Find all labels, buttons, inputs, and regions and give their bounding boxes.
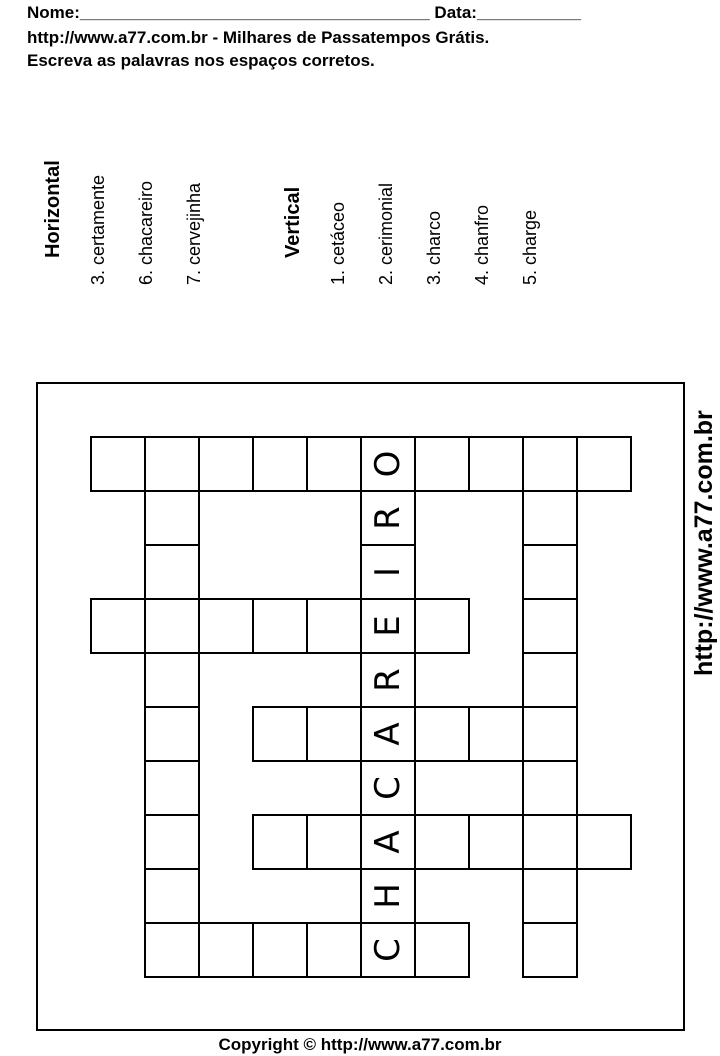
crossword-cell[interactable] bbox=[252, 598, 308, 654]
horizontal-clue: 3. certamente bbox=[88, 174, 108, 285]
crossword-cell[interactable] bbox=[360, 652, 416, 708]
crossword-cell[interactable] bbox=[522, 652, 578, 708]
instructions: Escreva as palavras nos espaços corretos. bbox=[27, 51, 375, 70]
horizontal-clue: 6. chacareiro bbox=[136, 180, 156, 285]
cell-letter: C bbox=[368, 938, 408, 962]
cell-letter: I bbox=[368, 566, 408, 578]
crossword-cell[interactable] bbox=[198, 922, 254, 978]
crossword-cell[interactable] bbox=[360, 706, 416, 762]
crossword-cell[interactable] bbox=[360, 814, 416, 870]
crossword-cell[interactable] bbox=[306, 814, 362, 870]
vertical-clue: 5. charge bbox=[520, 209, 540, 285]
crossword-cell[interactable] bbox=[144, 922, 200, 978]
crossword-cell[interactable] bbox=[306, 598, 362, 654]
crossword-cell[interactable] bbox=[522, 922, 578, 978]
crossword-cell[interactable] bbox=[360, 598, 416, 654]
crossword-cell[interactable] bbox=[90, 598, 146, 654]
crossword-cell[interactable] bbox=[414, 436, 470, 492]
cell-letter: C bbox=[368, 776, 408, 800]
crossword-cell[interactable] bbox=[144, 544, 200, 600]
crossword-cell[interactable] bbox=[360, 544, 416, 600]
crossword-cell[interactable] bbox=[144, 436, 200, 492]
crossword-cell[interactable] bbox=[414, 814, 470, 870]
crossword-cell[interactable] bbox=[90, 436, 146, 492]
crossword-cell[interactable] bbox=[144, 760, 200, 816]
crossword-cell[interactable] bbox=[522, 598, 578, 654]
crossword-cell[interactable] bbox=[522, 436, 578, 492]
crossword-cell[interactable] bbox=[414, 922, 470, 978]
crossword-cell[interactable] bbox=[144, 706, 200, 762]
crossword-cell[interactable] bbox=[576, 436, 632, 492]
crossword-cell[interactable] bbox=[468, 436, 524, 492]
crossword-cell[interactable] bbox=[144, 868, 200, 924]
crossword-cell[interactable] bbox=[468, 814, 524, 870]
crossword-cell[interactable] bbox=[360, 922, 416, 978]
crossword-cell[interactable] bbox=[252, 922, 308, 978]
cell-letter: A bbox=[368, 830, 408, 854]
crossword-cell[interactable] bbox=[306, 436, 362, 492]
cell-letter: O bbox=[368, 450, 408, 478]
site-tagline: http://www.a77.com.br - Milhares de Passatempos Grátis. bbox=[27, 28, 490, 47]
horizontal-heading: Horizontal bbox=[42, 160, 64, 258]
cell-letter: E bbox=[368, 615, 408, 637]
crossword-cell[interactable] bbox=[360, 868, 416, 924]
vertical-clue: 4. chanfro bbox=[472, 204, 492, 285]
cell-letter: A bbox=[368, 722, 408, 746]
crossword-cell[interactable] bbox=[144, 598, 200, 654]
crossword-cell[interactable] bbox=[360, 436, 416, 492]
vertical-clue: 1. cetáceo bbox=[328, 201, 348, 285]
crossword-cell[interactable] bbox=[522, 544, 578, 600]
cell-letter: H bbox=[368, 883, 408, 909]
crossword-cell[interactable] bbox=[306, 922, 362, 978]
crossword-cell[interactable] bbox=[522, 490, 578, 546]
side-url: http://www.a77.com.br bbox=[690, 410, 718, 676]
crossword-cell[interactable] bbox=[360, 490, 416, 546]
crossword-cell[interactable] bbox=[144, 814, 200, 870]
crossword-cell[interactable] bbox=[306, 706, 362, 762]
crossword-cell[interactable] bbox=[468, 706, 524, 762]
crossword-cell[interactable] bbox=[198, 436, 254, 492]
cell-letter: R bbox=[368, 506, 408, 530]
name-date-line: Nome:_____________________________________ Data:___________ bbox=[27, 3, 581, 22]
crossword-cell[interactable] bbox=[360, 760, 416, 816]
crossword-cell[interactable] bbox=[198, 598, 254, 654]
vertical-clue: 2. cerimonial bbox=[376, 182, 396, 285]
crossword-cell[interactable] bbox=[252, 814, 308, 870]
crossword-cell[interactable] bbox=[522, 706, 578, 762]
crossword-cell[interactable] bbox=[576, 814, 632, 870]
crossword-cell[interactable] bbox=[252, 436, 308, 492]
crossword-cell[interactable] bbox=[522, 868, 578, 924]
crossword-cell[interactable] bbox=[144, 652, 200, 708]
horizontal-clue: 7. cervejinha bbox=[184, 182, 204, 285]
cell-letter: R bbox=[368, 668, 408, 692]
crossword-cell[interactable] bbox=[252, 706, 308, 762]
crossword-cell[interactable] bbox=[414, 706, 470, 762]
vertical-clue: 3. charco bbox=[424, 210, 444, 285]
copyright: Copyright © http://www.a77.com.br bbox=[218, 1035, 502, 1054]
crossword-cell[interactable] bbox=[414, 598, 470, 654]
vertical-heading: Vertical bbox=[282, 186, 304, 258]
crossword-cell[interactable] bbox=[522, 814, 578, 870]
crossword-cell[interactable] bbox=[144, 490, 200, 546]
crossword-cell[interactable] bbox=[522, 760, 578, 816]
